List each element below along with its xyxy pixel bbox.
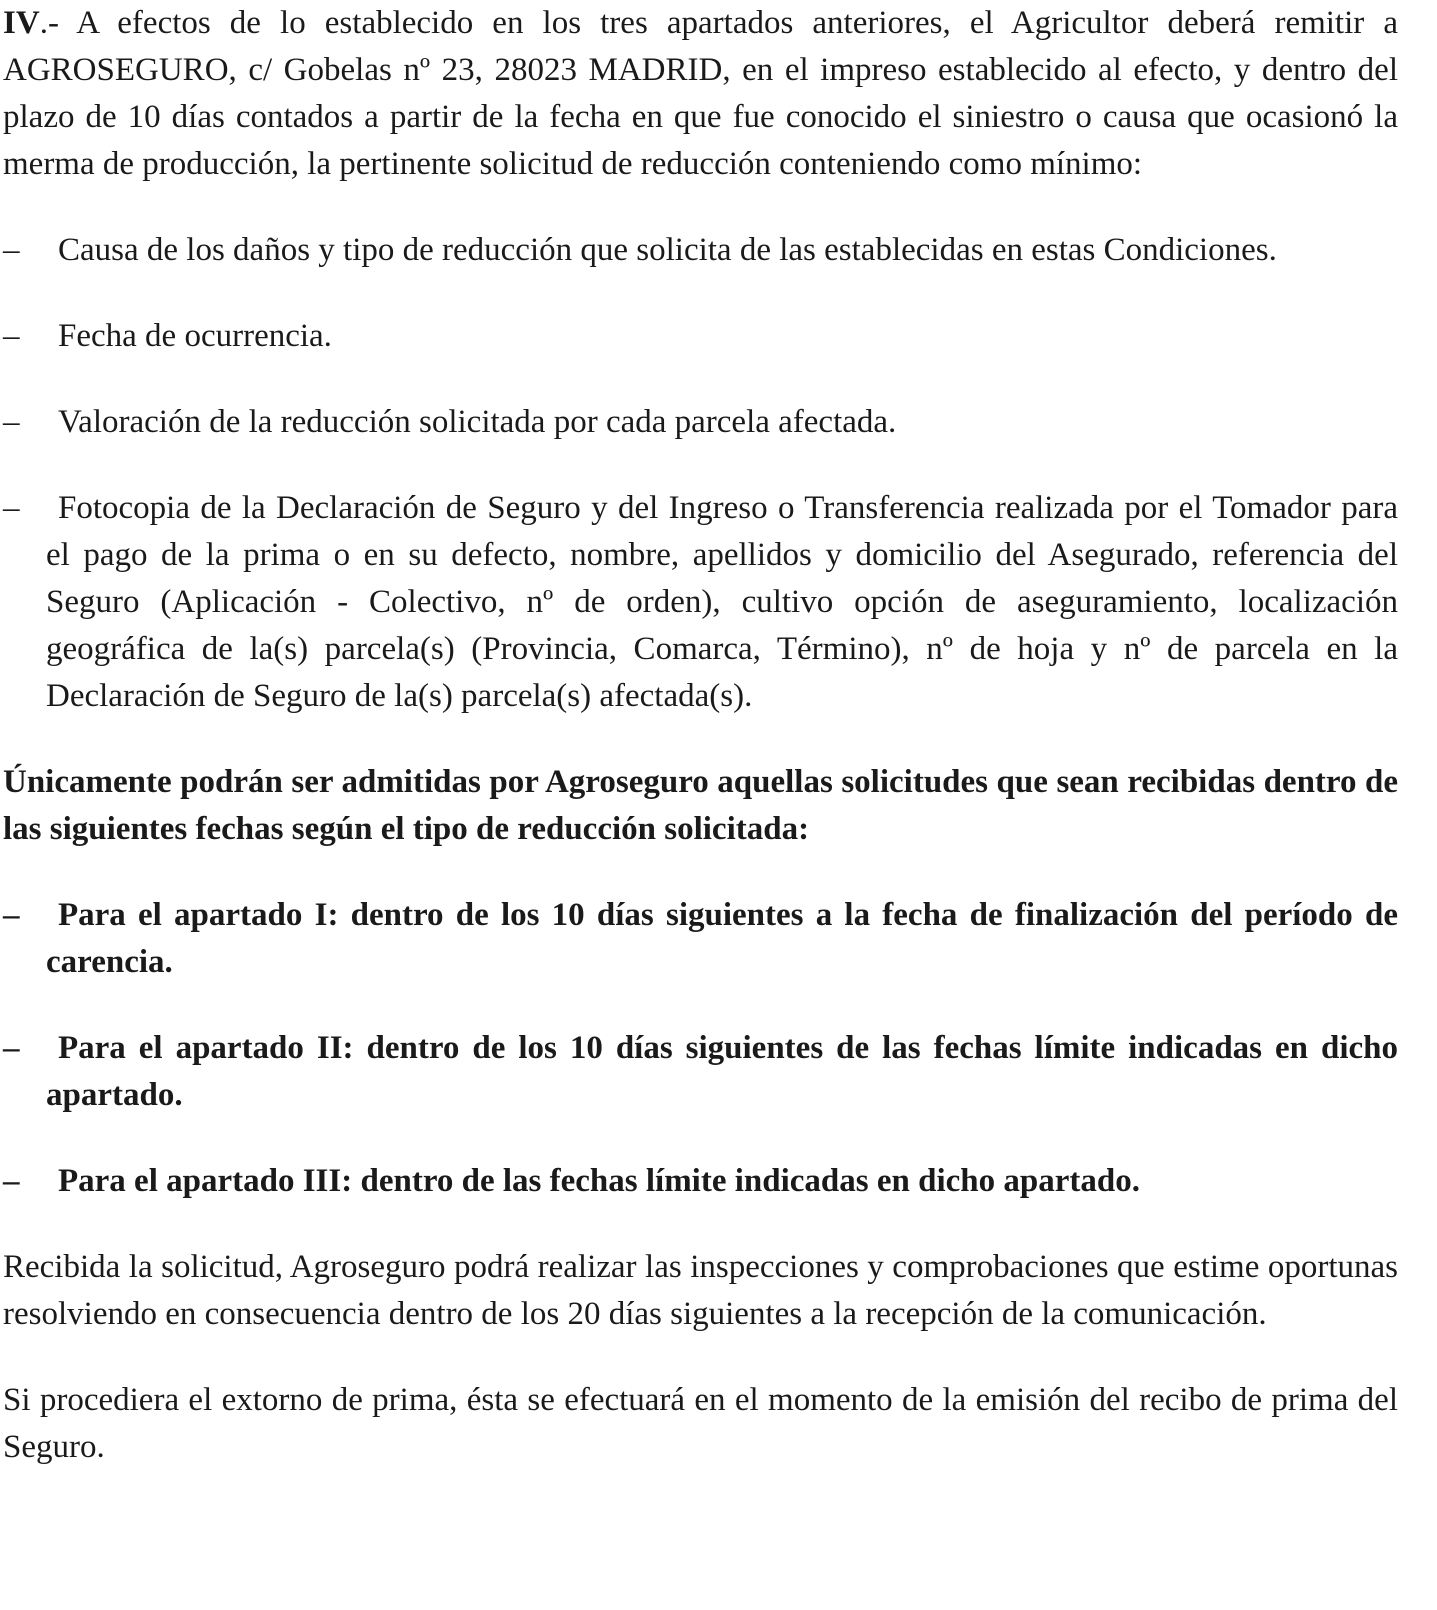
requirement-item (3, 399, 1398, 446)
dash-marker: – (3, 897, 20, 933)
intro-paragraph (3, 0, 1398, 188)
intro-text: .- A efectos de lo establecido en los tres apartados anteriores, el Agricultor deberá remitir a AGROSEGURO, c/ Gobelas nº 23, 28023 MADRID, en el impreso establecido al efecto, y dentro del plazo de 10 días contados a partir de la fecha en que fue conocido el siniestro o causa que ocasionó la merma de producción, la pertinente solicitud de reducción conteniendo como mínimo: (3, 5, 1398, 182)
dash-marker: – (3, 232, 20, 268)
requirement-text: Fotocopia de la Declaración de Seguro y del Ingreso o Transferencia realizada por el Tomador para el pago de la prima o en su defecto, nombre, apellidos y domicilio del Asegurado, referencia del Seguro (Aplicación - Colectivo, nº de orden), cultivo opción de aseguramiento, localización geográfica de la(s) parcela(s) (Provincia, Comarca, Término), nº de hoja y nº de parcela en la Declaración de Seguro de la(s) parcela(s) afectada(s). (46, 490, 1398, 714)
deadline-text: Para el apartado I: dentro de los 10 días siguientes a la fecha de finalización del período de carencia. (46, 897, 1398, 980)
deadline-item (3, 892, 1398, 986)
deadline-text: Para el apartado III: dentro de las fechas límite indicadas en dicho apartado. (58, 1163, 1140, 1199)
deadline-item (3, 1158, 1398, 1205)
dash-marker: – (3, 1030, 20, 1066)
requirement-text: Fecha de ocurrencia. (58, 318, 332, 354)
requirement-item (3, 485, 1398, 720)
dash-marker: – (3, 404, 20, 440)
requirement-item (3, 313, 1398, 360)
section-number: IV (3, 5, 40, 41)
deadline-item (3, 1025, 1398, 1119)
dash-marker: – (3, 1163, 20, 1199)
closing-paragraph: Si procediera el extorno de prima, ésta se efectuará en el momento de la emisión del recibo de prima del Seguro. (3, 1382, 1398, 1465)
dash-marker: – (3, 490, 20, 526)
closing-paragraph: Recibida la solicitud, Agroseguro podrá realizar las inspecciones y comprobaciones que estime oportunas resolviendo en consecuencia dentro de los 20 días siguientes a la recepción de la comunicación. (3, 1249, 1398, 1332)
requirement-item (3, 227, 1398, 274)
requirement-text: Valoración de la reducción solicitada por cada parcela afectada. (58, 404, 897, 440)
deadline-text: Para el apartado II: dentro de los 10 días siguientes de las fechas límite indicadas en dicho apartado. (46, 1030, 1398, 1113)
requirement-text: Causa de los daños y tipo de reducción que solicita de las establecidas en estas Condiciones. (58, 232, 1277, 268)
dash-marker: – (3, 318, 20, 354)
deadline-heading: Únicamente podrán ser admitidas por Agroseguro aquellas solicitudes que sean recibidas dentro de las siguientes fechas según el tipo de reducción solicitada: (3, 764, 1398, 847)
